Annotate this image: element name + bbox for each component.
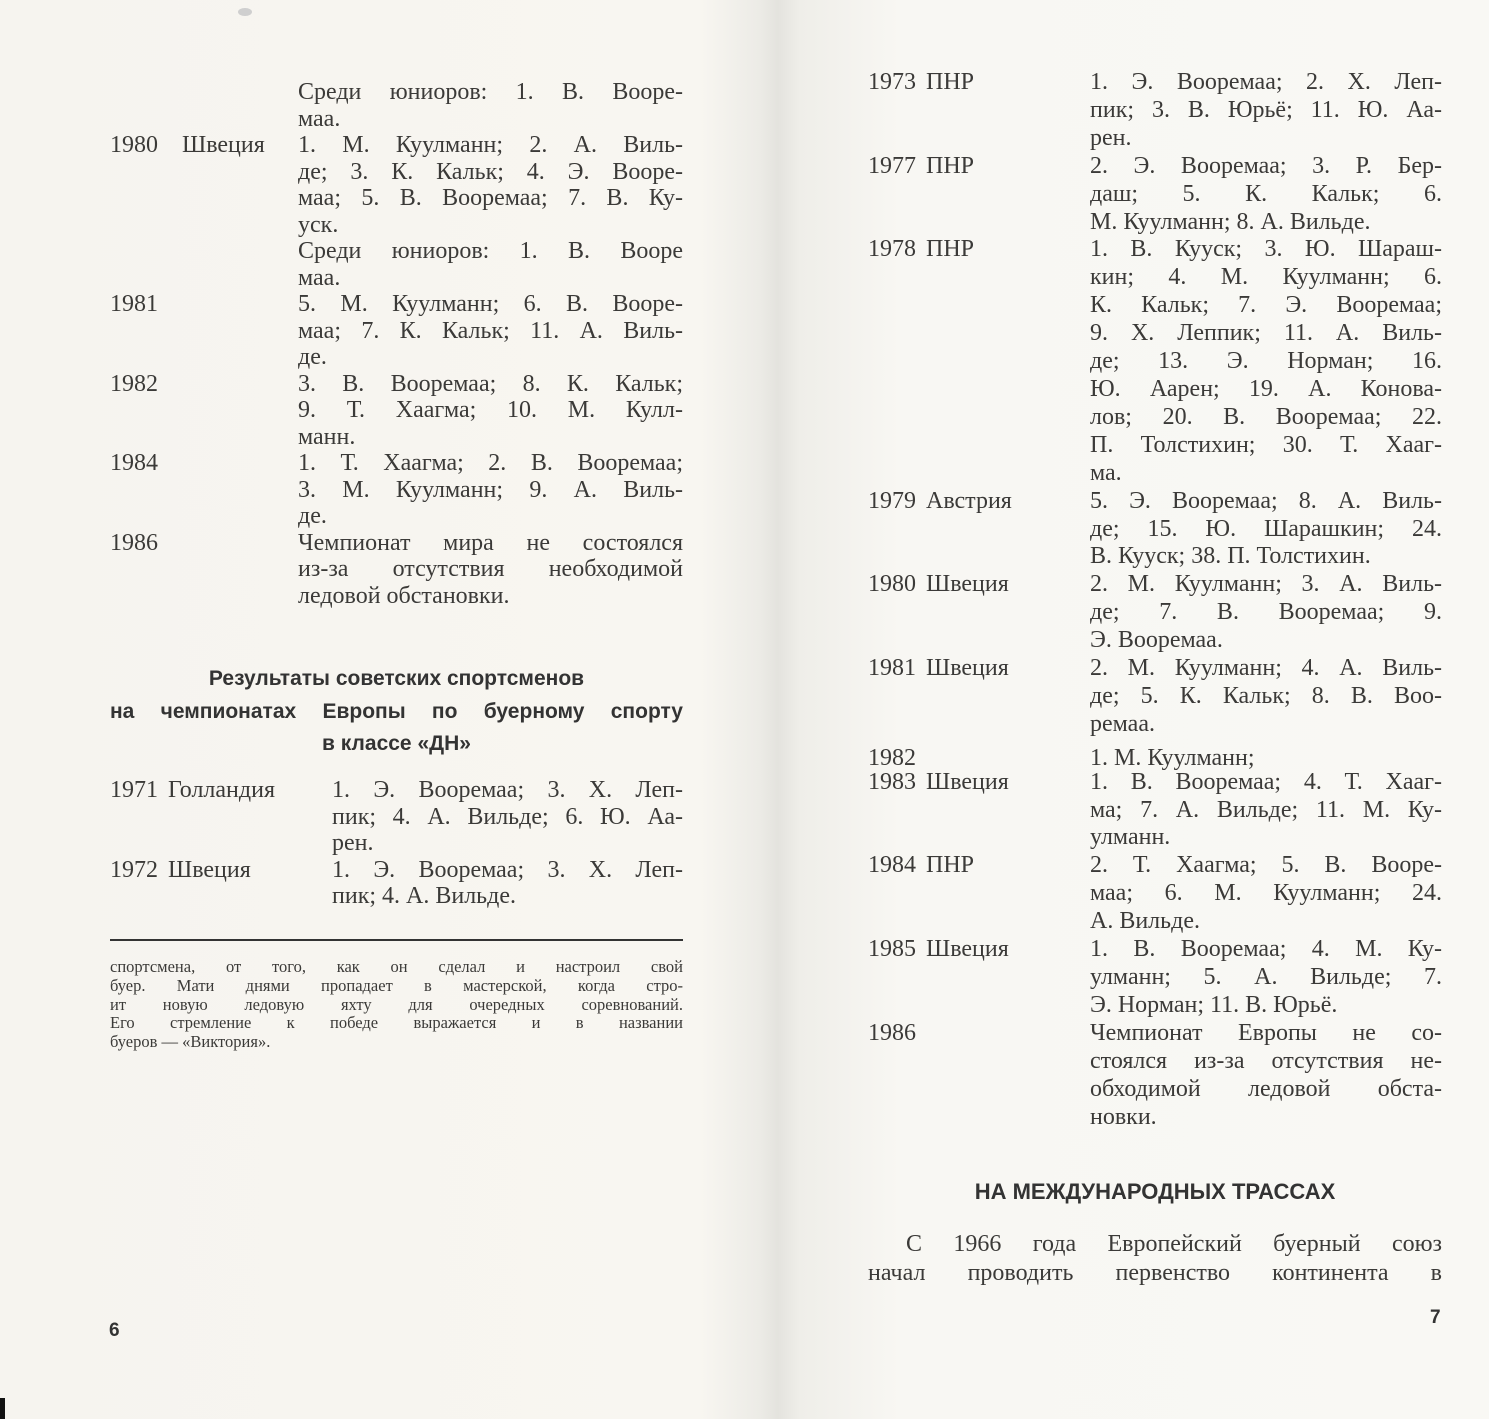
text-line: из-за отсутствия необходимой	[298, 556, 683, 582]
text-line: стоялся из-за отсутствия не-	[1090, 1047, 1442, 1074]
result-entry	[110, 291, 683, 371]
year-place	[868, 153, 1090, 237]
year: 1982	[868, 744, 916, 771]
year-place	[110, 132, 298, 238]
result-entry	[868, 153, 1442, 237]
place: Швеция	[182, 132, 265, 158]
text-line: А. Вильде.	[1090, 908, 1200, 935]
result-text	[298, 238, 683, 291]
result-text	[1090, 769, 1442, 853]
place: ПНР	[926, 236, 975, 263]
text-line: П. Толстихин; 30. Т. Хааг-	[1090, 431, 1442, 458]
paragraph-line: начал проводить первенство континента в	[868, 1260, 1442, 1286]
text-line: де; 5. К. Кальк; 8. В. Воо-	[1090, 682, 1442, 709]
year-place	[110, 371, 298, 451]
paragraph-line: С 1966 года Европейский буерный союз	[906, 1231, 1442, 1257]
result-entry	[110, 79, 683, 132]
footnote-line: спортсмена, от того, как он сделал и настроил свой	[110, 957, 683, 976]
year-place	[110, 450, 298, 530]
result-text	[298, 79, 683, 132]
text-line: 1. В. Вооремаа; 4. Т. Хааг-	[1090, 768, 1442, 795]
year-place	[868, 852, 1090, 936]
scan-smudge	[238, 8, 252, 16]
place: Швеция	[926, 571, 1009, 598]
europe-results-left	[110, 777, 683, 910]
year-place	[868, 236, 1090, 487]
year: 1985	[868, 936, 916, 963]
text-line: обходимой ледовой обста-	[1090, 1075, 1442, 1102]
text-line: маа; 5. В. Вооремаа; 7. В. Ку-	[298, 185, 683, 211]
result-text	[1090, 936, 1442, 1020]
result-text	[298, 371, 683, 451]
place: Голландия	[168, 777, 275, 803]
europe-results-right	[868, 69, 1442, 1131]
year-place	[868, 1020, 1090, 1132]
result-entry	[868, 1020, 1442, 1132]
result-text	[298, 450, 683, 530]
text-line: Ю. Аарен; 19. А. Конова-	[1090, 375, 1442, 402]
text-line: 1. В. Вооремаа; 4. М. Ку-	[1090, 936, 1442, 963]
year: 1980	[868, 571, 916, 598]
place: ПНР	[926, 152, 975, 179]
text-line: 2. М. Куулманн; 4. А. Виль-	[1090, 655, 1442, 682]
text-line: 5. М. Куулманн; 6. В. Вооре-	[298, 291, 683, 317]
result-entry	[110, 132, 683, 238]
text-line: де; 15. Ю. Шарашкин; 24.	[1090, 515, 1442, 542]
text-line: улманн.	[1090, 824, 1171, 851]
year-place	[868, 769, 1090, 853]
result-entry	[868, 852, 1442, 936]
text-line: манн.	[298, 423, 356, 450]
result-entry	[110, 238, 683, 291]
text-line: 1. Э. Вооремаа; 3. Х. Леп-	[332, 856, 683, 883]
text-line: Э. Норман; 11. В. Юрьё.	[1090, 991, 1338, 1018]
text-line: уск.	[298, 211, 339, 238]
place: Швеция	[168, 856, 251, 883]
text-line: новки.	[1090, 1103, 1157, 1130]
year: 1984	[868, 852, 916, 879]
section-heading-text: НА МЕЖДУНАРОДНЫХ ТРАССАХ	[974, 1179, 1336, 1204]
footnote-line: ит новую ледовую яхту для очередных соревнований.	[110, 994, 683, 1014]
year-place	[110, 777, 332, 857]
result-text	[1090, 488, 1442, 572]
year-place	[868, 571, 1090, 655]
year: 1983	[868, 768, 916, 795]
year: 1982	[110, 370, 158, 397]
text-line: де; 3. К. Кальк; 4. Э. Вооре-	[298, 158, 683, 185]
result-entry	[868, 655, 1442, 739]
result-entry	[868, 571, 1442, 655]
text-line: де; 13. Э. Норман; 16.	[1090, 348, 1442, 375]
text-line: рен.	[1090, 124, 1132, 151]
year-place	[868, 488, 1090, 572]
year-place	[110, 291, 298, 371]
result-text	[332, 777, 683, 857]
footnote-line: Его стремление к победе выражается и в названии	[110, 1013, 683, 1033]
result-text	[1090, 1020, 1442, 1132]
section-title-line: на чемпионатах Европы по буерному спорту	[110, 699, 683, 723]
text-line: 1. М. Куулманн; 2. А. Виль-	[298, 132, 683, 158]
year: 1981	[110, 291, 158, 317]
text-line: пик; 3. В. Юрьё; 11. Ю. Аа-	[1090, 96, 1442, 123]
result-entry	[110, 371, 683, 451]
year-place	[110, 79, 298, 132]
text-line: ледовой обстановки.	[298, 582, 510, 609]
text-line: Чемпионат мира не состоялся	[298, 529, 683, 556]
text-line: 9. Т. Хаагма; 10. М. Кулл-	[298, 397, 683, 423]
text-line: 2. Т. Хаагма; 5. В. Вооре-	[1090, 852, 1442, 879]
text-line: ма; 7. А. Вильде; 11. М. Ку-	[1090, 796, 1442, 823]
result-entry	[110, 857, 683, 910]
place: Швеция	[926, 655, 1009, 682]
year-place	[110, 238, 298, 291]
text-line: ма.	[1090, 459, 1122, 486]
world-championship-results	[110, 79, 683, 609]
result-entry	[868, 936, 1442, 1020]
year: 1986	[868, 1019, 916, 1046]
text-line: пик; 4. А. Вильде; 6. Ю. Аа-	[332, 803, 683, 830]
footnote-line: буер. Мати днями пропадает в мастерской, когда стро-	[110, 975, 683, 995]
year-place	[110, 530, 298, 610]
text-line: 1. Э. Вооремаа; 2. Х. Леп-	[1090, 69, 1442, 95]
result-text	[1090, 655, 1442, 739]
text-line: Э. Вооремаа.	[1090, 627, 1223, 654]
result-text	[298, 530, 683, 610]
year: 1977	[868, 152, 916, 179]
page-number-left: 6	[109, 1320, 120, 1341]
result-entry	[868, 488, 1442, 572]
section-title-line: в классе «ДН»	[322, 732, 471, 755]
result-text	[298, 291, 683, 371]
text-line: рен.	[332, 830, 374, 856]
text-line: 1. Э. Вооремаа; 3. Х. Леп-	[332, 777, 683, 803]
place: Австрия	[926, 487, 1012, 514]
text-line: 5. Э. Вооремаа; 8. А. Виль-	[1090, 487, 1442, 514]
result-text	[332, 857, 683, 910]
text-line: лов; 20. В. Вооремаа; 22.	[1090, 403, 1442, 430]
text-line: маа; 6. М. Куулманн; 24.	[1090, 880, 1442, 907]
year: 1971	[110, 777, 158, 803]
text-line: К. Кальк; 7. Э. Вооремаа;	[1090, 292, 1442, 319]
year: 1984	[110, 450, 158, 476]
year: 1981	[868, 655, 916, 682]
result-entry	[110, 777, 683, 857]
text-line: маа; 7. К. Кальк; 11. А. Виль-	[298, 317, 683, 344]
text-line: В. Кууск; 38. П. Толстихин.	[1090, 543, 1371, 570]
result-entry	[110, 530, 683, 610]
text-line: даш; 5. К. Кальк; 6.	[1090, 180, 1442, 207]
result-text	[1090, 571, 1442, 655]
year-place	[868, 936, 1090, 1020]
text-line: маа.	[298, 105, 341, 132]
result-entry	[868, 769, 1442, 853]
result-text	[1090, 852, 1442, 936]
year: 1979	[868, 487, 916, 514]
scan-edge	[0, 1398, 5, 1419]
result-text	[1090, 69, 1442, 153]
text-line: 1. В. Кууск; 3. Ю. Шараш-	[1090, 236, 1442, 263]
year: 1973	[868, 69, 916, 95]
text-line: пик; 4. А. Вильде.	[332, 883, 516, 909]
text-line: 2. Э. Вооремаа; 3. Р. Бер-	[1090, 152, 1442, 179]
place: Швеция	[926, 768, 1009, 795]
year-place	[868, 655, 1090, 739]
year: 1980	[110, 132, 158, 158]
year-place	[868, 69, 1090, 153]
result-text	[298, 132, 683, 238]
text-line: М. Куулманн; 8. А. Вильде.	[1090, 208, 1371, 235]
text-line: кин; 4. М. Куулманн; 6.	[1090, 264, 1442, 291]
result-entry	[110, 450, 683, 530]
section-title-line: Результаты советских спортсменов	[208, 667, 585, 690]
section-title	[110, 663, 683, 761]
year: 1972	[110, 856, 158, 883]
result-text	[1090, 236, 1442, 487]
year: 1986	[110, 529, 158, 556]
result-entry	[868, 236, 1442, 487]
result-entry	[868, 69, 1442, 153]
footnote-divider	[110, 939, 683, 941]
text-line: де.	[298, 503, 327, 529]
text-line: 2. М. Куулманн; 3. А. Виль-	[1090, 571, 1442, 598]
text-line: де.	[298, 344, 327, 370]
text-line: Среди юниоров: 1. В. Вооре	[298, 238, 683, 264]
year: 1978	[868, 236, 916, 263]
footnote	[110, 958, 683, 1052]
text-line: 1. М. Куулманн;	[1090, 744, 1255, 771]
place: ПНР	[926, 69, 975, 95]
paragraph	[868, 1230, 1442, 1288]
result-text	[1090, 153, 1442, 237]
footnote-line: буеров — «Виктория».	[110, 1032, 271, 1052]
text-line: де; 7. В. Вооремаа; 9.	[1090, 599, 1442, 626]
text-line: улманн; 5. А. Вильде; 7.	[1090, 964, 1442, 990]
place: Швеция	[926, 936, 1009, 963]
place: ПНР	[926, 852, 975, 879]
text-line: Среди юниоров: 1. В. Вооре-	[298, 79, 683, 105]
text-line: маа.	[298, 264, 341, 291]
text-line: 1. Т. Хаагма; 2. В. Вооремаа;	[298, 450, 683, 476]
year-place	[110, 857, 332, 910]
page-number-right: 7	[1430, 1307, 1441, 1328]
text-line: ремаа.	[1090, 710, 1155, 737]
text-line: 3. М. Куулманн; 9. А. Виль-	[298, 476, 683, 503]
text-line: 3. В. Вооремаа; 8. К. Кальк;	[298, 370, 683, 397]
text-line: Чемпионат Европы не со-	[1090, 1019, 1442, 1046]
section-heading	[868, 1176, 1442, 1209]
text-line: 9. Х. Леппик; 11. А. Виль-	[1090, 320, 1442, 347]
